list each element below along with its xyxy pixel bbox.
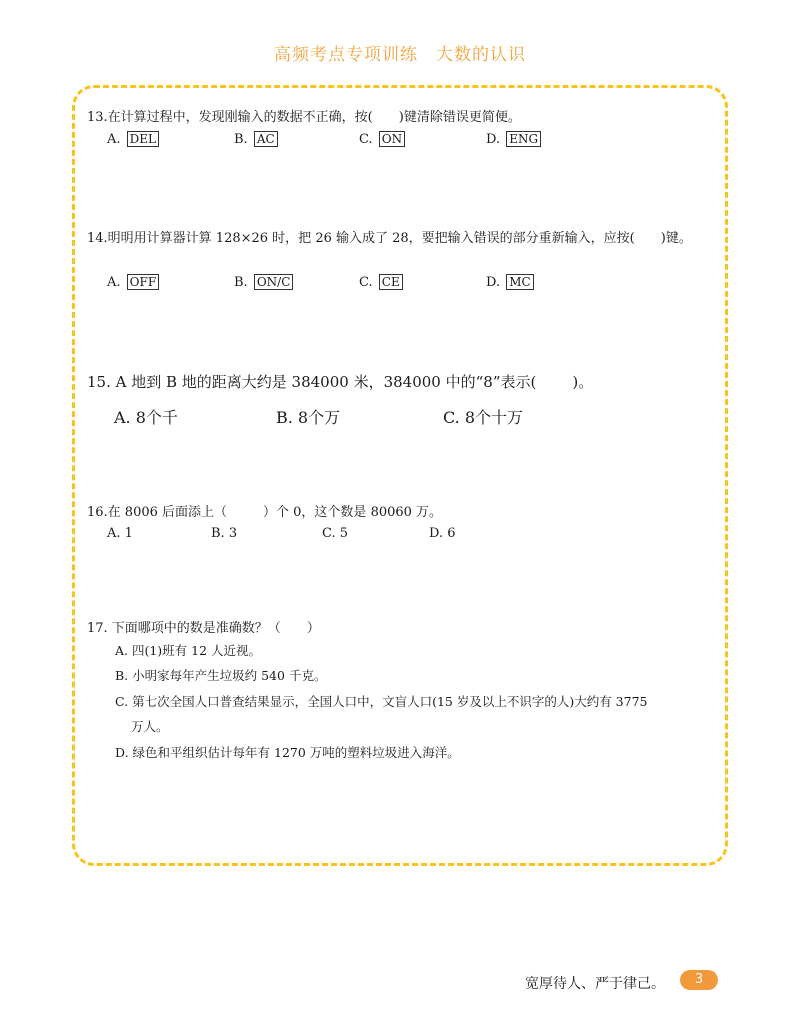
key-box: CE (379, 274, 403, 290)
key-box: AC (254, 131, 278, 147)
question-15-option-a: A. 8个千 (114, 408, 178, 427)
question-17-option-c: C. 第七次全国人口普查结果显示，全国人口中，文盲人口(15 岁及以上不识字的人)大约有 3775 (115, 694, 648, 709)
question-17-option-a: A. 四(1)班有 12 人近视。 (115, 643, 262, 658)
question-14-stem: 14.明明用计算器计算 128×26 时，把 26 输入成了 28，要把输入错误的部分重新输入，应按( )键。 (87, 231, 692, 246)
header-topic-title: 大数的认识 (436, 45, 526, 65)
question-13-option-d: D. ENG (486, 131, 541, 147)
key-box: ENG (506, 131, 541, 147)
question-14-option-d: D. MC (486, 274, 534, 290)
key-box: ON/C (254, 274, 294, 290)
key-box: OFF (127, 274, 160, 290)
question-15-option-b: B. 8个万 (276, 408, 341, 427)
question-17-option-d: D. 绿色和平组织估计每年有 1270 万吨的塑料垃圾进入海洋。 (115, 745, 460, 760)
question-13-option-c: C. ON (359, 131, 405, 147)
question-17-option-b: B. 小明家每年产生垃圾约 540 千克。 (115, 668, 327, 683)
page-header (0, 40, 800, 65)
key-box: DEL (127, 131, 159, 147)
question-15-stem: 15. A 地到 B 地的距离大约是 384000 米，384000 中的“8”表示( )。 (87, 373, 594, 391)
key-box: ON (379, 131, 405, 147)
header-section-title: 高频考点专项训练 (274, 45, 418, 65)
question-16-option-b: B. 3 (211, 526, 238, 541)
question-15-option-c: C. 8个十万 (443, 408, 524, 427)
question-16-option-a: A. 1 (107, 526, 133, 541)
question-14-option-b: B. ON/C (234, 274, 293, 290)
question-16-option-c: C. 5 (322, 526, 349, 541)
question-14-option-a: A. OFF (107, 274, 159, 290)
key-box: MC (506, 274, 533, 290)
footer-motto: 宽厚待人、严于律己。 (525, 976, 665, 992)
question-16-stem: 16.在 8006 后面添上（ ）个 0，这个数是 80060 万。 (87, 505, 443, 520)
question-16-option-d: D. 6 (429, 526, 456, 541)
question-13-stem: 13.在计算过程中，发现刚输入的数据不正确，按( )键清除错误更简便。 (87, 110, 521, 125)
question-13-option-a: A. DEL (107, 131, 159, 147)
page-number-badge: 3 (680, 970, 718, 990)
question-17-stem: 17. 下面哪项中的数是准确数？（ ） (87, 621, 320, 636)
question-13-option-b: B. AC (234, 131, 278, 147)
question-14-option-c: C. CE (359, 274, 403, 290)
question-17-option-c-continued: 万人。 (131, 719, 169, 734)
